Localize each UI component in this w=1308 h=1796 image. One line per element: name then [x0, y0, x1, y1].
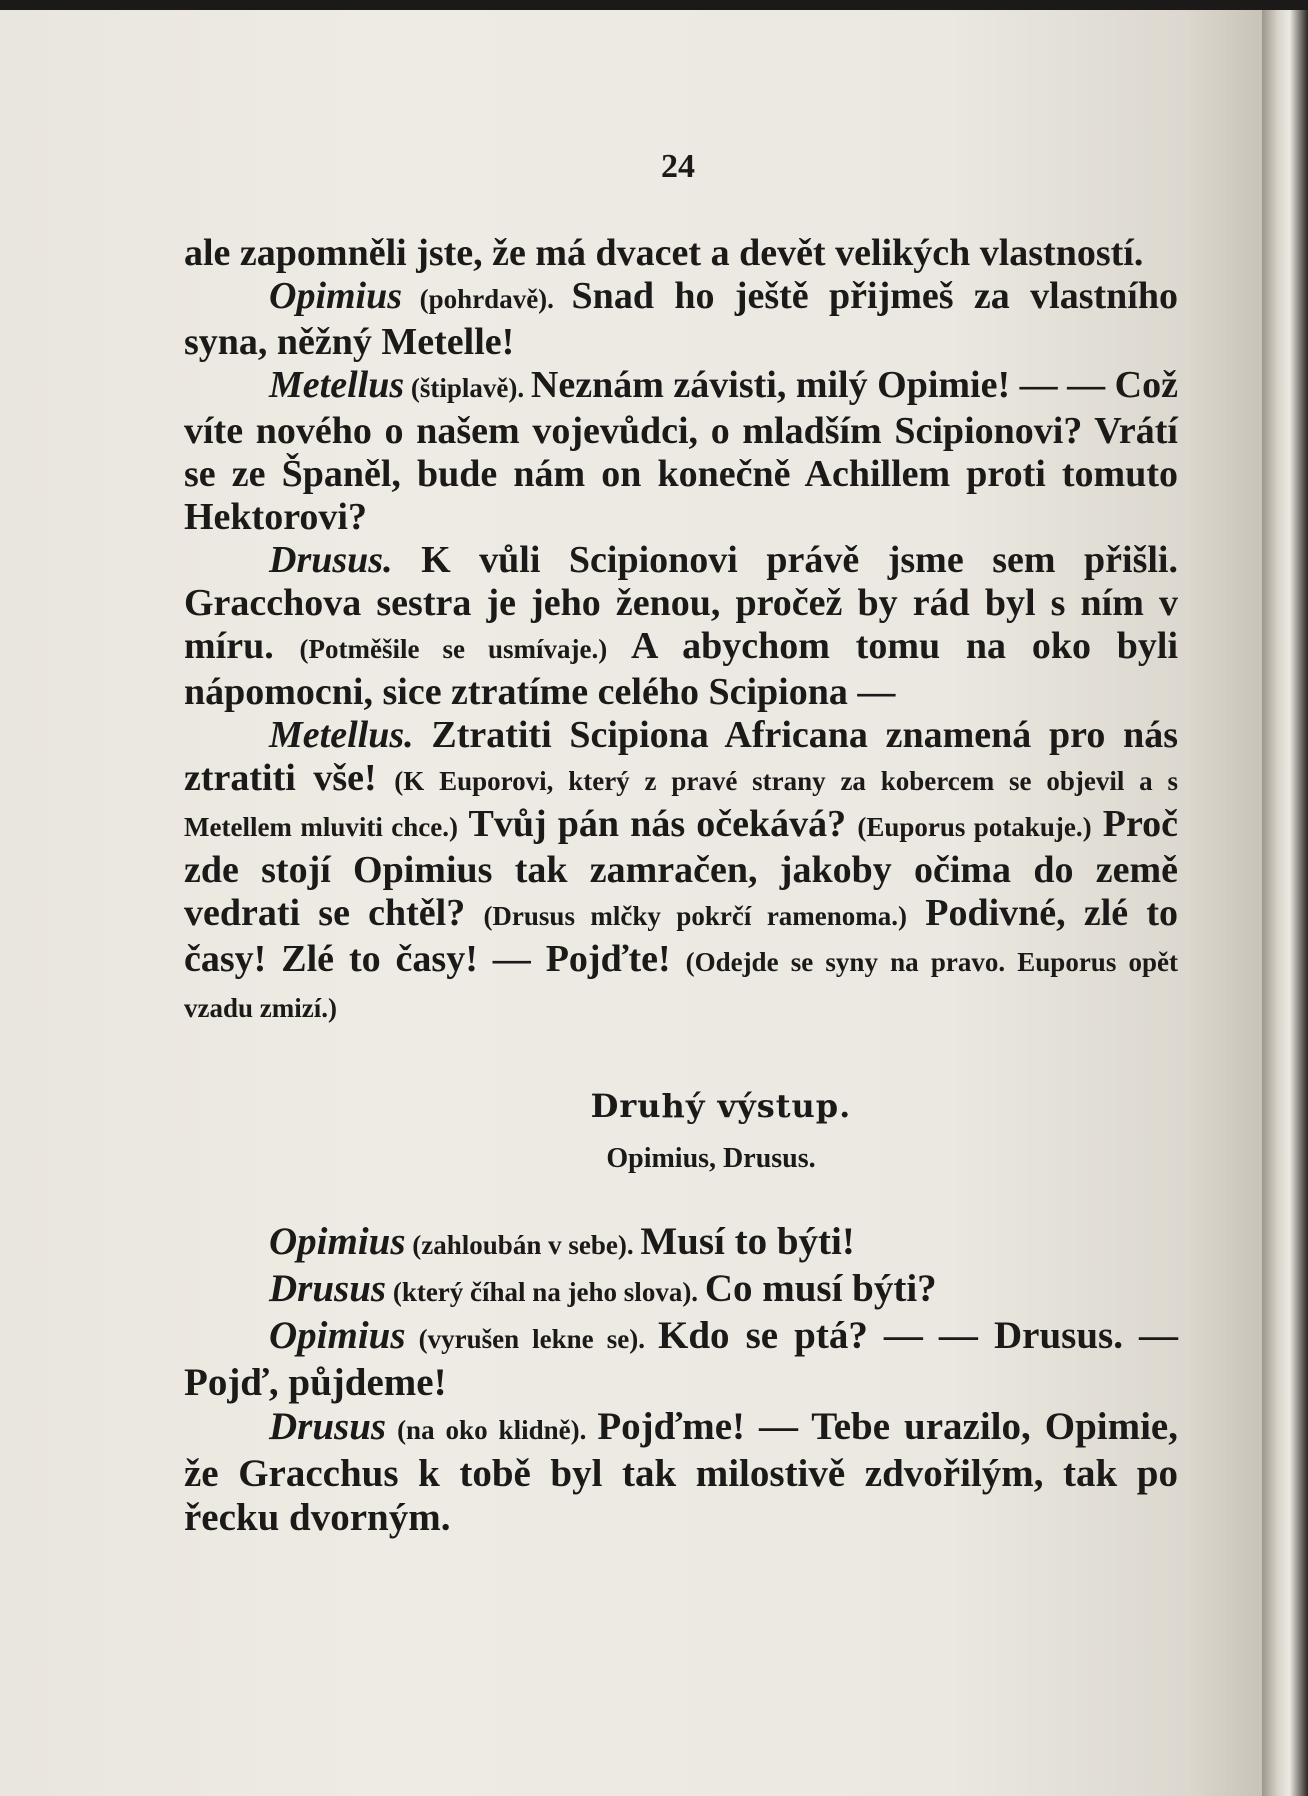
speaker-name: Drusus — [269, 1267, 387, 1310]
dialogue-text: Kdo se ptá? — — Drusus. — Pojď, půjdeme! — [184, 1314, 1179, 1404]
stage-direction: (na oko klidně). — [386, 1415, 598, 1445]
dialogue-text: Ztratiti Scipiona Africana znamená pro nás ztratiti vše! — [184, 714, 1178, 799]
stage-direction: (zahloubán v sebe). — [405, 1230, 641, 1260]
stage-direction: (který číhal na jeho slova). — [386, 1277, 705, 1307]
speaker-name: Opimius — [269, 275, 403, 317]
dialogue-text: Tvůj pán nás očekává? — [457, 803, 858, 845]
stage-direction: (vyrušen lekne se). — [405, 1324, 659, 1354]
dialogue-text: K vůli Scipionovi právě jsme sem přišli. Gracchova sestra je jeho ženou, pročež by rád byl s ním v míru. — [184, 539, 1178, 667]
scene-continuation — [184, 232, 1178, 1030]
stage-direction: (Potměšile se usmívaje.) — [299, 634, 608, 664]
dialogue-text: Proč zde stojí Opimius tak zamračen, jakoby očima do země vedrati se chtěl? — [184, 803, 1178, 934]
dialogue-text: Neznám závisti, milý Opimie! — — Což víte nového o našem vojevůdci, o mladším Scipionovi? Vrátí se ze Španěl, bude nám on konečně Achillem proti tomuto Hektorovi? — [184, 364, 1178, 538]
stage-direction: (K Euporovi, který z pravé strany za kobercem se objevil a s Metellem mluviti chce.) — [184, 766, 1179, 842]
page-text — [184, 232, 1178, 1540]
book-page — [0, 10, 1262, 1796]
paragraph — [184, 714, 1178, 1030]
stage-direction: (Drusus mlčky pokrčí ramenoma.) — [483, 901, 908, 931]
dialogue-text: Pojďme! — Tebe urazilo, Opimie, že Gracchus k tobě byl tak milostivě zdvořilým, tak po řecku dvorným. — [184, 1405, 1178, 1539]
speaker-name: Opimius — [269, 1220, 406, 1263]
section-characters: Opimius, Drusus. — [606, 1143, 816, 1174]
paragraph — [184, 1267, 1178, 1314]
speaker-name: Metellus. — [269, 714, 414, 756]
speaker-name: Drusus — [269, 1405, 387, 1448]
stage-direction: (Odejde se syny na pravo. Euporus opět vzadu zmizí.) — [184, 947, 1178, 1023]
page-number: 24 — [661, 148, 695, 185]
paragraph — [184, 232, 1178, 275]
paragraph — [184, 1314, 1178, 1405]
paragraph — [184, 1405, 1178, 1540]
speaker-name: Opimius — [269, 1314, 406, 1357]
stage-direction: (štiplavě). — [404, 373, 531, 403]
dialogue-text: Co musí býti? — [704, 1267, 937, 1310]
paragraph — [184, 1220, 1178, 1267]
paragraph — [184, 539, 1178, 714]
dialogue-text: ale zapomněli jste, že má dvacet a devět velikých vlastností. — [184, 232, 1144, 274]
dialogue-text: Snad ho ještě přijmeš za vlastního syna, něžný Metelle! — [184, 275, 1178, 363]
paragraph — [184, 275, 1178, 364]
scene-dialogue — [184, 1220, 1178, 1540]
speaker-name: Metellus — [269, 364, 405, 406]
stage-direction: (pohrdavě). — [402, 284, 572, 314]
section-heading: Druhý výstup. — [590, 1087, 852, 1125]
dialogue-text: Musí to býti! — [640, 1220, 855, 1263]
page-edge — [1262, 10, 1308, 1796]
dialogue-text: Podivné, zlé to časy! Zlé to časy! — Pojďte! — [184, 892, 1178, 980]
stage-direction: (Euporus potakuje.) — [857, 812, 1092, 842]
paragraph — [184, 364, 1178, 539]
speaker-name: Drusus. — [269, 539, 393, 581]
dialogue-text: A abychom tomu na oko byli nápomocni, sice ztratíme celého Scipiona — — [184, 625, 1179, 713]
